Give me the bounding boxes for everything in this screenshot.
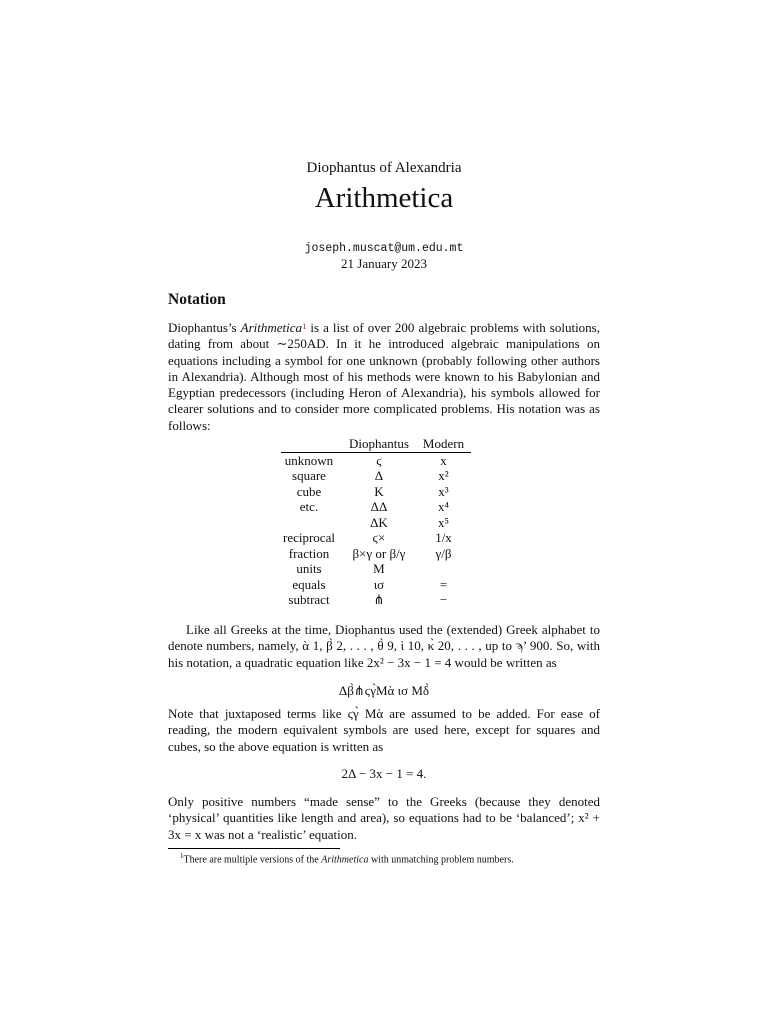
table-cell: Μ (373, 561, 385, 576)
paragraph-positive-numbers: Only positive numbers “made sense” to the Greeks (because they denoted ‘physical’ quantities like length and area), so equations had to be ‘balanced’; x² + 3x = x was not a ‘realistic’ equation. (168, 794, 600, 842)
intro-rest: is a list of over 200 algebraic problems with solutions, dating from about ∼250AD. In it he introduced algebraic manipulations on equations including a symbol for one unknown (probably following other authors in Alexandria). Although most of his methods were known to his Babylonian and Egyptian predecessors (including Heron of Alexandria), his symbols allowed for clearer solutions and to consider more complicated problems. His notation was as follows: (168, 320, 600, 433)
paragraph-juxtaposed: Note that juxtaposed terms like ϛγ̀ Μὰ are assumed to be added. For ease of reading, the modern equivalent symbols are used here, except for squares and cubes, so the above equation is written as (168, 706, 600, 754)
table-cell (416, 561, 471, 577)
paper-date: 21 January 2023 (341, 256, 427, 271)
table-cell: equals (292, 576, 326, 592)
table-header (281, 436, 342, 452)
table-cell: ϛ× (372, 530, 386, 545)
paragraph-numerals: Like all Greeks at the time, Diophantus used the (extended) Greek alphabet to denote numbers, namely, ὰ 1, β̀ 2, . . . , θ̀ 9, ὶ 10, κ̀ 20, . . . , up to ϡ’ 900. So, with his notation, a quadratic equation like 2x² − 3x − 1 = 4 would be written as (168, 622, 600, 670)
footnote (180, 852, 514, 865)
table-cell: ΔΔ (370, 499, 388, 514)
table-header: Modern (416, 436, 471, 452)
table-row (281, 592, 471, 608)
paragraph-intro (168, 320, 600, 434)
table-cell: reciprocal (283, 530, 335, 545)
table-row (281, 577, 471, 593)
table-cell: γ/β (435, 545, 452, 561)
author-email: joseph.muscat@um.edu.mt (304, 242, 464, 255)
table-cell: − (439, 592, 448, 607)
greek-equation: Δβ̀⋔ϛγ̀Μὰ ισ Μδ̀ (338, 683, 430, 698)
table-cell: ΔK (370, 514, 388, 530)
table-row (281, 452, 471, 468)
section-heading: Notation (168, 291, 226, 308)
table-cell: x³ (438, 483, 449, 499)
table-cell: subtract (288, 592, 330, 607)
table-cell: ⋔ (373, 592, 385, 607)
footnote-text-end: with unmatching problem numbers. (368, 854, 514, 866)
footnote-mark: 1 (180, 852, 184, 860)
table-cell (281, 515, 342, 531)
paper-title: Arithmetica (314, 182, 454, 214)
table-row (281, 468, 471, 484)
footnote-book-title: Arithmetica (321, 854, 369, 866)
table-header: Diophantus (342, 436, 416, 452)
table-row (281, 561, 471, 577)
table-cell: x (440, 452, 447, 468)
intro-book-title: Arithmetica (240, 320, 303, 335)
footnote-link[interactable]: 1 (302, 321, 307, 331)
intro-start: Diophantus’s (168, 320, 241, 335)
footnote-divider (168, 848, 340, 849)
table-cell: square (292, 468, 326, 483)
table-cell: x⁴ (437, 499, 450, 514)
table-row (281, 515, 471, 531)
table-cell: fraction (288, 545, 330, 561)
table-row (281, 499, 471, 515)
table-row (281, 530, 471, 546)
author: Diophantus of Alexandria (306, 160, 462, 176)
table-cell: = (439, 576, 448, 592)
table-cell: β×γ or β/γ (352, 545, 406, 561)
table-cell: units (296, 561, 322, 576)
table-row (281, 546, 471, 562)
table-header-row (281, 436, 471, 452)
table-cell: ϛ (376, 452, 382, 468)
table-cell: 1/x (435, 530, 452, 545)
modern-equation: 2Δ − 3x − 1 = 4. (341, 766, 427, 781)
table-cell: x² (438, 468, 449, 483)
table-cell: etc. (299, 499, 319, 514)
table-cell: cube (296, 483, 322, 499)
table-cell: ισ (373, 576, 385, 592)
notation-table (281, 436, 471, 608)
table-cell: x⁵ (437, 514, 450, 530)
table-row (281, 484, 471, 500)
table-cell: K (374, 483, 384, 499)
footnote-text-start: There are multiple versions of the (183, 854, 322, 866)
table-cell: unknown (284, 452, 334, 468)
table-cell: Δ (374, 468, 384, 483)
